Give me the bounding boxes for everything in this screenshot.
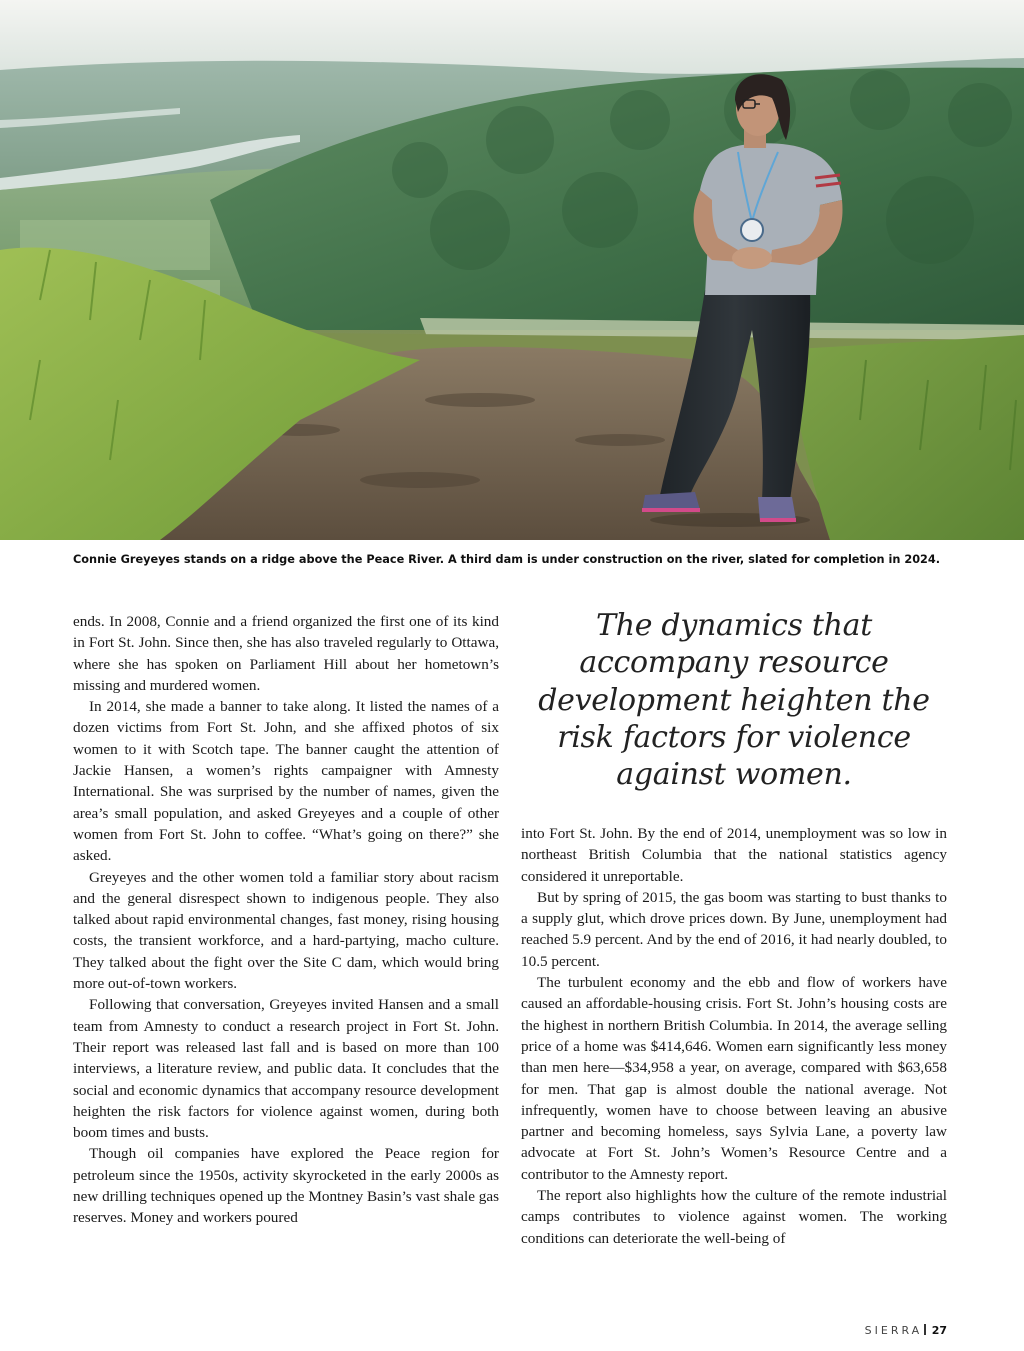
- feature-photo: [0, 0, 1024, 540]
- paragraph: In 2014, she made a banner to take along. It listed the names of a dozen victims from Fort St. John, and she affixed photos of six women to it with Scotch tape. The banner caught the attention of Jackie Hansen, a women’s rights campaigner with Amnesty International. She was surprised by the number of names, given the area’s small population, and asked Greyeyes and a couple of other women from Fort St. John to coffee. “What’s going on there?” she asked.: [73, 698, 499, 865]
- photo-illustration: [0, 0, 1024, 540]
- page-number: 27: [931, 1324, 947, 1337]
- photo-caption: Connie Greyeyes stands on a ridge above the Peace River. A third dam is under construction on the river, slated for completion in 2024.: [73, 553, 941, 566]
- paragraph: But by spring of 2015, the gas boom was starting to bust thanks to a supply glut, which drove prices down. By June, unemployment had reached 5.9 percent. And by the end of 2016, it had nearly doubled, to 10.5 percent.: [521, 888, 947, 970]
- paragraph: into Fort St. John. By the end of 2014, unemployment was so low in northeast British Columbia that the national statistics agency considered it unreportable.: [521, 825, 947, 885]
- body-column-left: [73, 611, 499, 1229]
- body-column-right: [521, 823, 947, 1249]
- paragraph: Following that conversation, Greyeyes invited Hansen and a small team from Amnesty to conduct a research project in Fort St. John. Their report was released last fall and is based on more than 100 interviews, a literature review, and public data. It concludes that the social and economic dynamics that accompany resource development heighten the risk factors for violence against women, during both boom times and busts.: [73, 996, 499, 1142]
- magazine-name: SIERRA: [864, 1324, 923, 1337]
- page-folio: [865, 1324, 947, 1338]
- paragraph: Greyeyes and the other women told a familiar story about racism and the general disrespect shown to indigenous people. They also talked about rapid environmental changes, fast money, rising housing costs, the transient workforce, and a hard-partying, macho culture. They talked about the fight over the Site C dam, which would bring more out-of-town workers.: [73, 868, 499, 993]
- paragraph: The report also highlights how the culture of the remote industrial camps contributes to violence against women. The working conditions can deteriorate the well-being of: [521, 1187, 947, 1247]
- paragraph: ends. In 2008, Connie and a friend organized the first one of its kind in Fort St. John. Since then, she has also traveled regularly to Ottawa, where she has spoken on Parliament Hill about her hometown’s missing and murdered women.: [73, 613, 499, 694]
- paragraph: The turbulent economy and the ebb and flow of workers have caused an affordable-housing crisis. Fort St. John’s housing costs are the highest in northern British Columbia. In 2014, the average selling price of a home was $414,646. Women earn significantly less money than men here—$34,958 a year, on average, compared with $63,658 for men. That gap is almost double the national average. Not infrequently, women have to choose between leaving an abusive partner and becoming homeless, says Sylvia Lane, a poverty law advocate at Fort St. John’s Women’s Resource Centre and a contributor to the Amnesty report.: [521, 974, 947, 1183]
- pull-quote: The dynamics that accompany resource development heighten the risk factors for violence against women.: [538, 608, 930, 793]
- paragraph: Though oil companies have explored the Peace region for petroleum since the 1950s, activity skyrocketed in the early 2000s as new drilling techniques opened up the Montney Basin’s vast shale gas reserves. Money and workers poured: [73, 1145, 500, 1227]
- folio-divider: [924, 1324, 926, 1335]
